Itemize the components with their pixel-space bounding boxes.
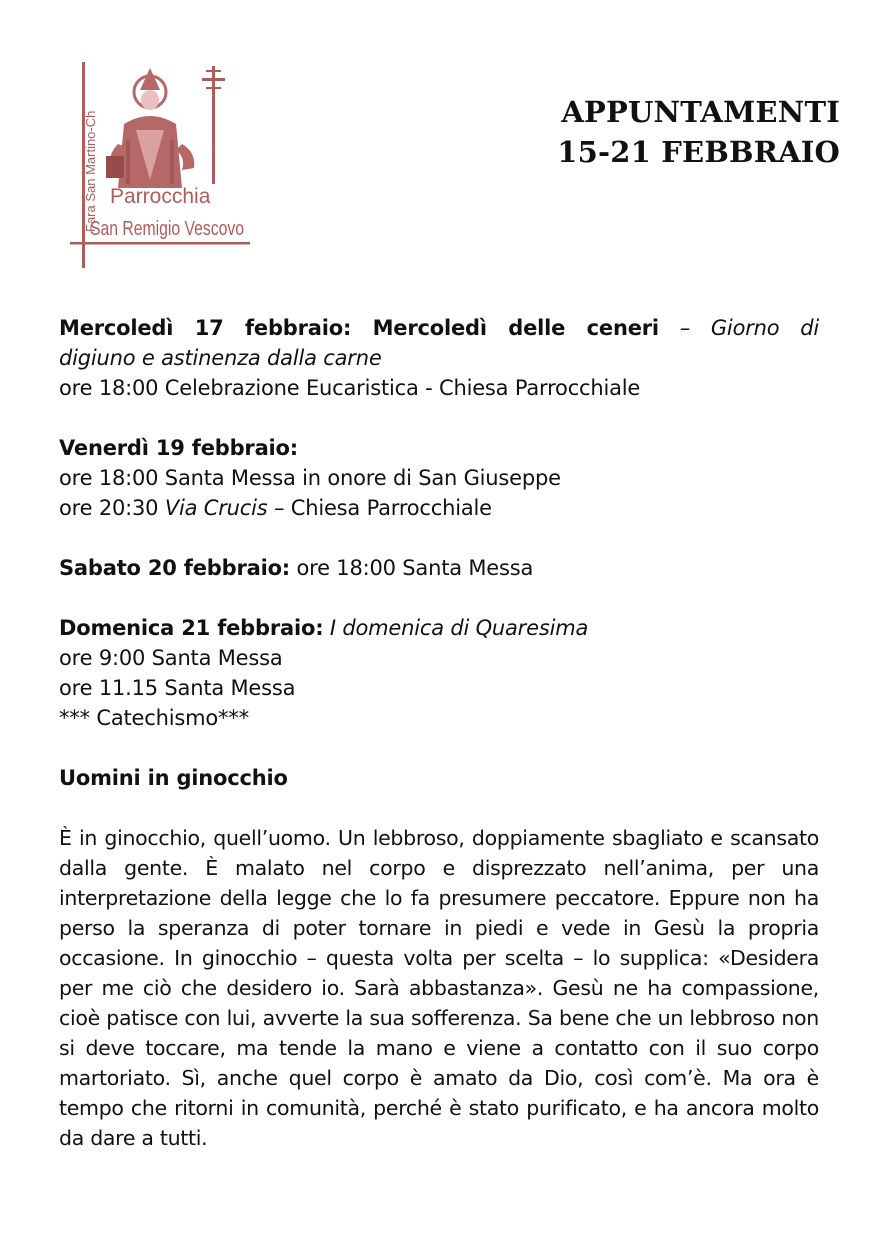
event-sun-italic: I domenica di Quaresima (323, 616, 589, 640)
event-wed-dash: – (658, 316, 711, 340)
event-fri-line2-rest: – Chiesa Parrocchiale (267, 496, 492, 520)
article-body: È in ginocchio, quell’uomo. Un lebbroso, doppiamente sbagliato e scansato dalla gente. È malato nel corpo e disprezzato nell’anima, per una interpretazione della legge che lo fa presumere peccatore. Eppure non ha perso la speranza di poter tornare in piedi e vede in Gesù la propria occasione. In ginocchio – questa volta per scelta – lo supplica: «Desidera per me ciò che desidero io. Sarà abbastanza». Gesù ne ha compassione, cioè patisce con lui, avverte la sua sofferenza. Sa bene che un lebbroso non si deve toccare, ma tende la mano e viene a contatto con il suo corpo martoriato. Sì, anche quel corpo è amato da Dio, così com’è. Ma ora è tempo che ritorni in comunità, perché è stato purificato, e ha ancora molto da dare a tutti. (59, 826, 819, 1150)
event-fri-line1: ore 18:00 Santa Messa in onore di San Giuseppe (59, 466, 561, 490)
event-sun-line3: *** Catechismo*** (59, 706, 249, 730)
event-sun-heading (59, 613, 819, 643)
page-heading (557, 92, 840, 172)
event-fri-line2-time: ore 20:30 (59, 496, 165, 520)
event-sun-line1: ore 9:00 Santa Messa (59, 646, 283, 670)
heading-dates: 15-21 FEBBRAIO (557, 135, 840, 169)
event-sat (59, 553, 819, 583)
logo-line2: San Remigio Vescovo (90, 218, 244, 240)
heading-title: APPUNTAMENTI (561, 95, 840, 129)
event-wed-line1: ore 18:00 Celebrazione Eucaristica - Chiesa Parrocchiale (59, 376, 641, 400)
event-sun-line2: ore 11.15 Santa Messa (59, 676, 296, 700)
logo-side-text: Fara San Martino-Ch (83, 110, 98, 232)
event-wed-title: Mercoledì 17 febbraio: Mercoledì delle ceneri (59, 316, 659, 340)
event-sat-title: Sabato 20 febbraio: (59, 556, 291, 580)
event-wed-note-b: digiuno e astinenza dalla carne (59, 346, 382, 370)
schedule-content (59, 313, 819, 1153)
parish-logo-graphic (66, 60, 252, 270)
event-sat-text: ore 18:00 Santa Messa (290, 556, 534, 580)
event-wed-heading (59, 313, 819, 343)
event-fri-title: Venerdì 19 febbraio: (59, 436, 298, 460)
event-fri-line2-italic: Via Crucis (164, 496, 268, 520)
logo-line1: Parrocchia (110, 185, 211, 208)
article-title: Uomini in ginocchio (59, 766, 288, 790)
event-fri-line2 (59, 493, 819, 523)
event-sun-title: Domenica 21 febbraio: (59, 616, 324, 640)
event-wed-note-a: Giorno di (710, 316, 819, 340)
parish-logo (66, 60, 252, 270)
